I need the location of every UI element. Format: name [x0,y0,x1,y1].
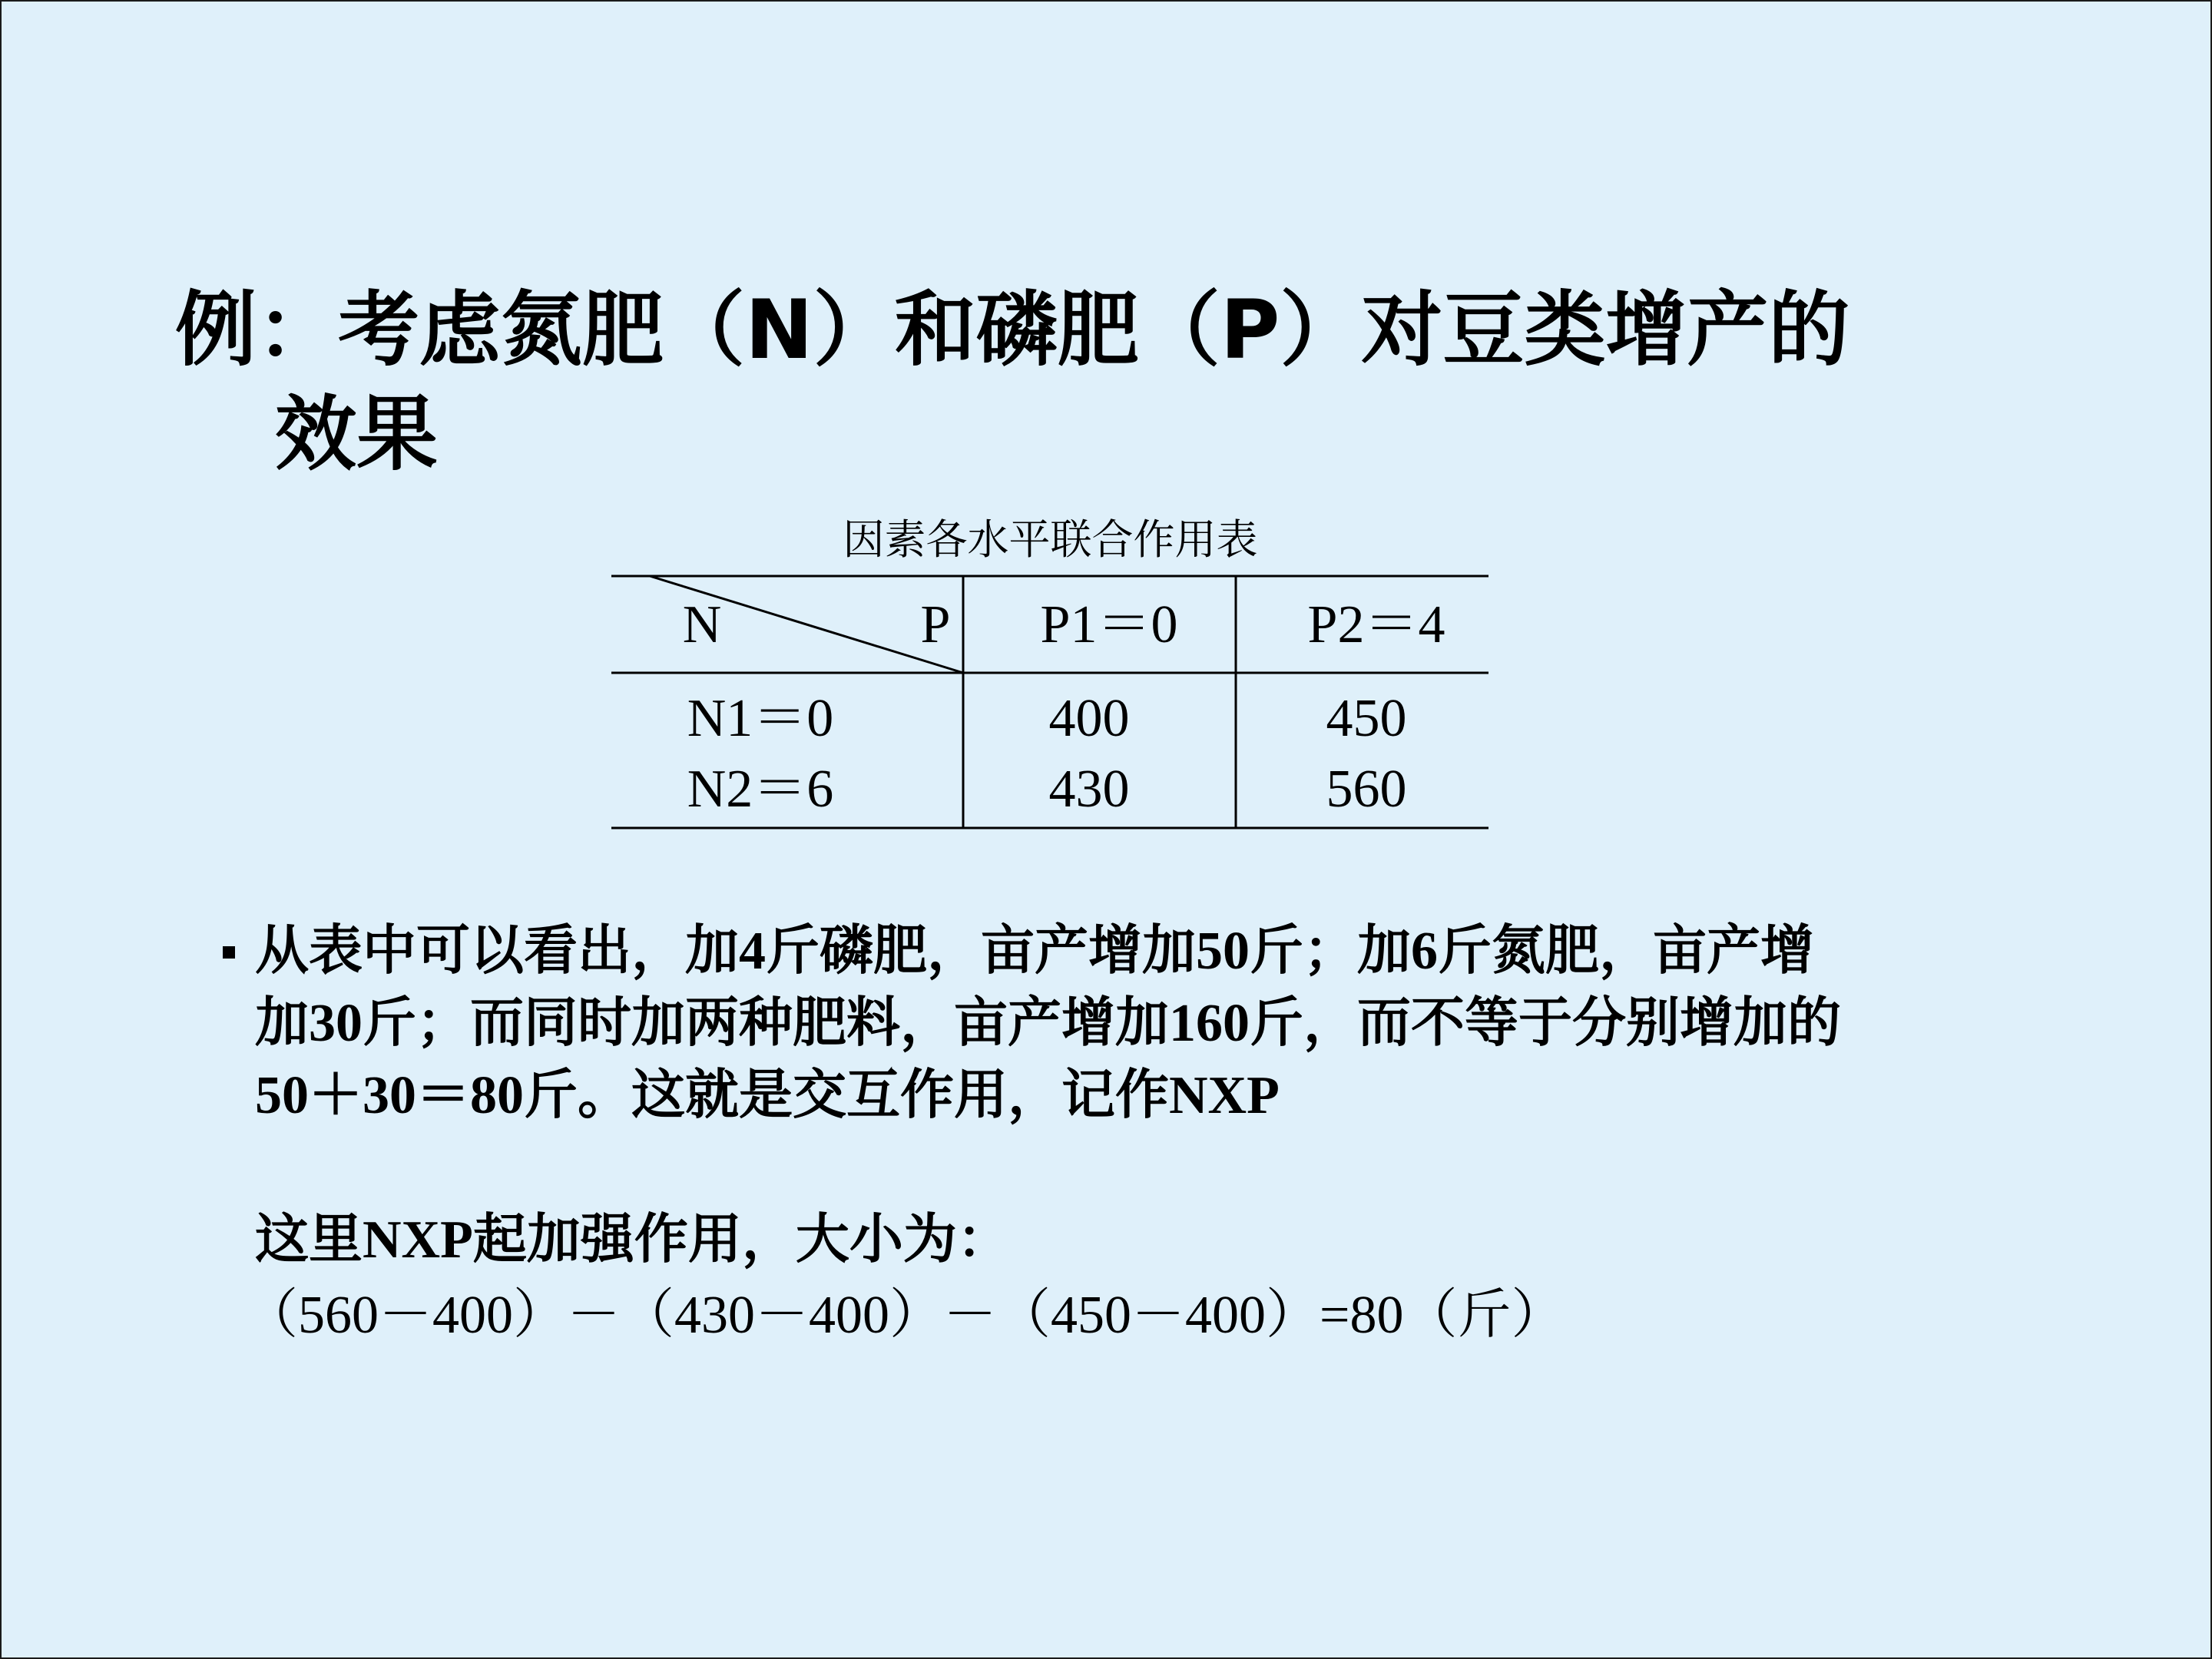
interaction-statement: 这里NXP起加强作用，大小为： [255,1210,1011,1270]
paragraph-line: 50＋30＝80斤。这就是交互作用，记作NXP [255,1066,1280,1125]
interaction-table [601,570,1492,839]
corner-row-label: N [682,595,722,654]
interaction-statement-block [223,1204,2051,1352]
explanation-text [223,916,2051,1352]
table-cell: 400 [1048,689,1130,748]
column-header-p2: P2＝4 [1307,595,1445,654]
table-cell: 450 [1326,689,1407,748]
slide-title [175,278,2049,487]
title-line-1: 例：考虑氮肥（N）和磷肥（P）对豆类增产的 [175,283,1850,377]
interaction-formula: （560－400）－（430－400）－（450－400）=80（斤） [244,1286,1565,1345]
row-label-n1: N1＝0 [687,689,834,748]
table-caption: 因素各水平联合作用表 [843,515,1258,564]
table-cell: 560 [1326,760,1407,819]
paragraph-spacer [223,1132,2051,1204]
paragraph-line: 加30斤；而同时加两种肥料，亩产增加160斤，而不等于分别增加的 [255,994,1841,1053]
column-header-p1: P1＝0 [1040,595,1178,654]
bullet-paragraph [223,916,2051,1132]
square-bullet-icon [223,946,235,959]
table-cell: 430 [1048,760,1130,819]
paragraph-line: 从表中可以看出，加4斤磷肥，亩产增加50斤；加6斤氮肥，亩产增 [255,922,1814,981]
row-label-n2: N2＝6 [687,760,834,819]
corner-col-label: P [920,595,951,654]
title-line-2: 效果 [275,387,438,482]
